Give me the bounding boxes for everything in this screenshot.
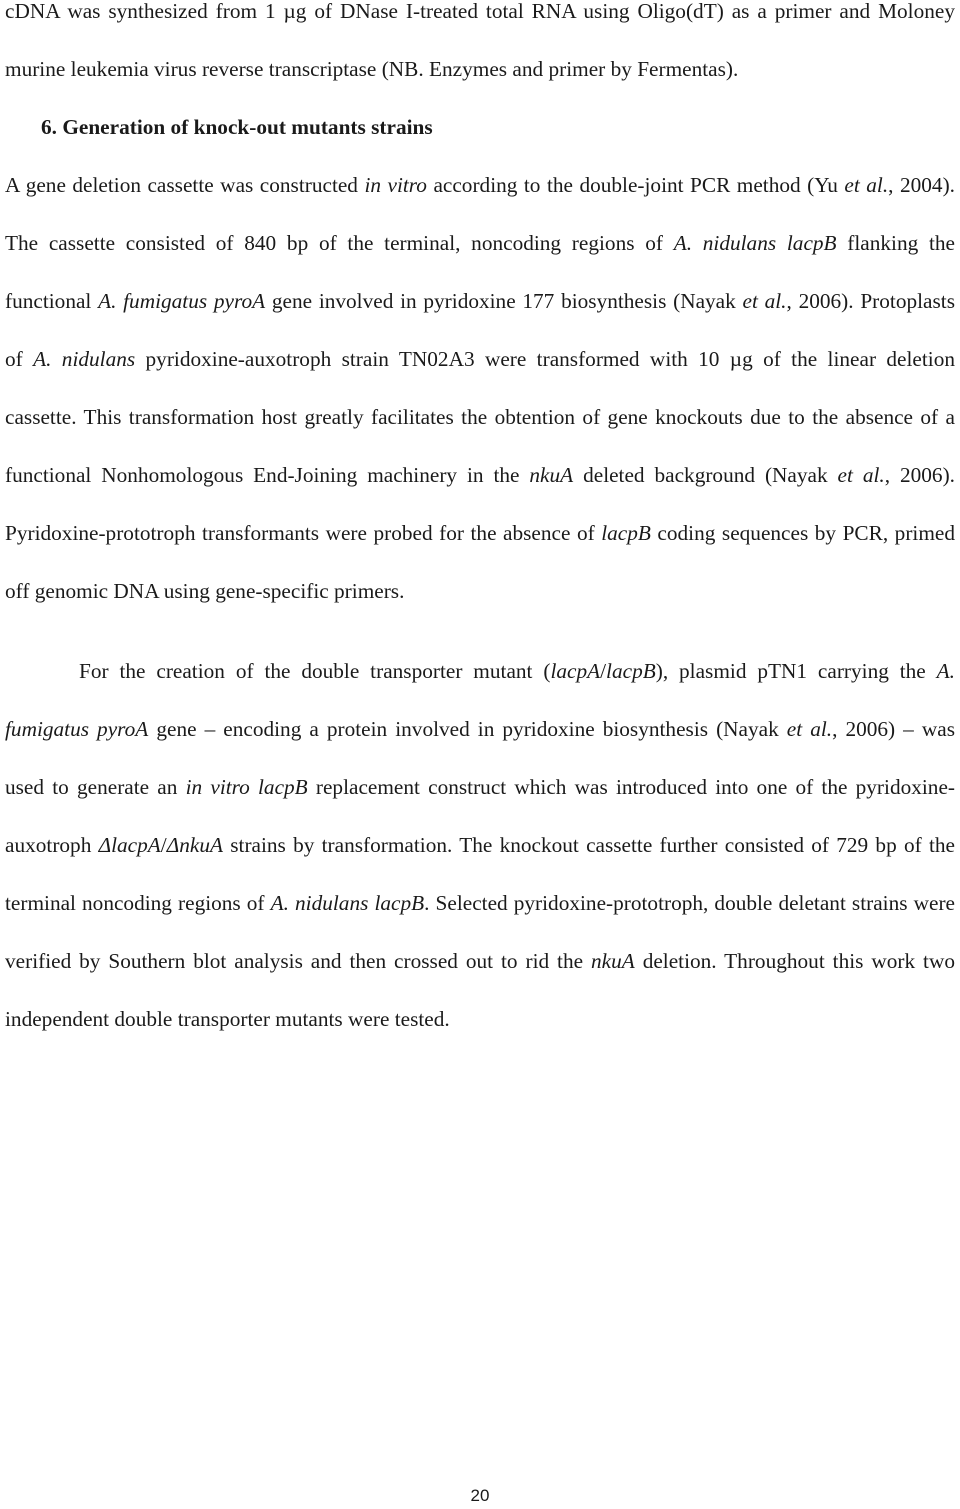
italic-run: nkuA xyxy=(529,463,574,487)
italic-run: ΔlacpA xyxy=(98,833,161,857)
text-run: , 2006) – was used to generate an xyxy=(5,717,955,799)
section-number: 6. xyxy=(41,115,57,139)
page-number: 20 xyxy=(470,1486,490,1505)
text-run: , 2004). The cassette consisted of 840 bp of the terminal, noncoding regions of xyxy=(5,173,955,255)
text-run: pyridoxine-auxotroph strain TN02A3 were transformed with 10 µg of the linear deletion cassette. This transformation host greatly facilitates the obtention of gene knockouts due to the absence of a functional Nonhomologous End-Joining machinery in the xyxy=(5,347,955,487)
paragraph-double-mutant xyxy=(5,642,955,1048)
text-run: A gene deletion cassette was constructed xyxy=(5,173,365,197)
text-run: . Selected pyridoxine-prototroph, double deletant strains were verified by Southern blot analysis and then crossed out to rid the xyxy=(5,891,955,973)
text-run: , 2006). Protoplasts of xyxy=(5,289,955,371)
italic-run: lacpB xyxy=(601,521,651,545)
section-heading xyxy=(5,98,955,156)
page-body xyxy=(5,0,955,1048)
italic-run: A. fumigatus pyroA xyxy=(98,289,266,313)
text-run: replacement construct which was introduced into one of the pyridoxine-auxotroph xyxy=(5,775,955,857)
italic-run: in vitro xyxy=(364,173,427,197)
italic-run: et al. xyxy=(786,717,833,741)
text-run: ), plasmid pTN1 carrying the xyxy=(655,659,937,683)
paragraph-deletion-cassette xyxy=(5,156,955,620)
italic-run: A. fumigatus pyroA xyxy=(5,659,955,741)
text-run: flanking the functional xyxy=(5,231,956,313)
text-run: strains by transformation. The knockout cassette further consisted of 729 bp of the terminal noncoding regions of xyxy=(5,833,955,915)
italic-run: lacpB xyxy=(606,659,656,683)
text-run: gene – encoding a protein involved in pyridoxine biosynthesis (Nayak xyxy=(148,717,787,741)
italic-run: et al. xyxy=(837,463,885,487)
text-run: deleted background (Nayak xyxy=(573,463,838,487)
paragraph-cdna-synthesis xyxy=(5,0,955,98)
italic-run: et al. xyxy=(844,173,889,197)
text-run: deletion. Throughout this work two independent double transporter mutants were tested. xyxy=(5,949,955,1031)
text-run: according to the double-joint PCR method (Yu xyxy=(426,173,845,197)
italic-run: ΔnkuA xyxy=(166,833,223,857)
text-run: / xyxy=(160,833,167,857)
text-run: coding sequences by PCR, primed off genomic DNA using gene-specific primers. xyxy=(5,521,955,603)
section-title: Generation of knock-out mutants strains xyxy=(62,115,433,139)
text-run: , 2006). Pyridoxine-prototroph transformants were probed for the absence of xyxy=(5,463,955,545)
text-run: cDNA was synthesized from 1 µg of DNase I-treated total RNA using Oligo(dT) as a primer and Moloney murine leukemia virus reverse transcriptase (NB. Enzymes and primer by Fermentas). xyxy=(5,0,955,81)
italic-run: A. nidulans lacpB xyxy=(673,231,837,255)
italic-run: et al. xyxy=(742,289,787,313)
italic-run: nkuA xyxy=(591,949,635,973)
text-run: gene involved in pyridoxine 177 biosynthesis (Nayak xyxy=(265,289,743,313)
italic-run: A. nidulans lacpB xyxy=(270,891,425,915)
italic-run: lacpA xyxy=(550,659,601,683)
italic-run: in vitro lacpB xyxy=(185,775,308,799)
italic-run: A. nidulans xyxy=(33,347,136,371)
text-run: For the creation of the double transporter mutant ( xyxy=(79,659,551,683)
text-run: / xyxy=(600,659,607,683)
